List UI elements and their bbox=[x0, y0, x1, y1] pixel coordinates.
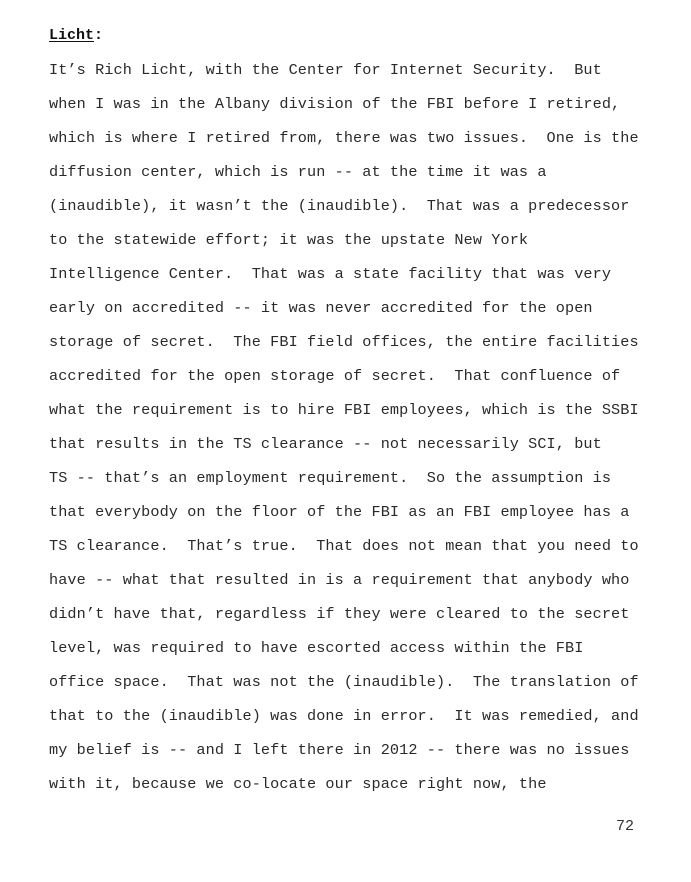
speaker-name: Licht bbox=[49, 27, 95, 44]
transcript-line: office space. That was not the (inaudible). The translation of bbox=[49, 673, 639, 691]
transcript-line: have -- what that resulted in is a requirement that anybody who bbox=[49, 571, 630, 589]
transcript-line: that results in the TS clearance -- not necessarily SCI, but bbox=[49, 435, 602, 453]
transcript-line: storage of secret. The FBI field offices, the entire facilities bbox=[49, 333, 639, 351]
transcript-line: with it, because we co-locate our space right now, the bbox=[49, 775, 547, 793]
transcript-line: level, was required to have escorted access within the FBI bbox=[49, 639, 584, 657]
transcript-line: It’s Rich Licht, with the Center for Internet Security. But bbox=[49, 61, 602, 79]
transcript-line: diffusion center, which is run -- at the time it was a bbox=[49, 163, 547, 181]
transcript-line: (inaudible), it wasn’t the (inaudible). That was a predecessor bbox=[49, 197, 630, 215]
transcript-line: TS clearance. That’s true. That does not mean that you need to bbox=[49, 537, 639, 555]
transcript-line: that to the (inaudible) was done in error. It was remedied, and bbox=[49, 707, 639, 725]
speaker-colon: : bbox=[94, 27, 104, 44]
transcript-line: to the statewide effort; it was the upstate New York bbox=[49, 231, 529, 249]
transcript-body bbox=[49, 60, 649, 808]
transcript-line: that everybody on the floor of the FBI as an FBI employee has a bbox=[49, 503, 630, 521]
transcript-line: when I was in the Albany division of the FBI before I retired, bbox=[49, 95, 621, 113]
transcript-line: TS -- that’s an employment requirement. So the assumption is bbox=[49, 469, 612, 487]
transcript-line: didn’t have that, regardless if they were cleared to the secret bbox=[49, 605, 630, 623]
page-number: 72 bbox=[615, 818, 634, 835]
transcript-line: my belief is -- and I left there in 2012 -- there was no issues bbox=[49, 741, 630, 759]
transcript-line: which is where I retired from, there was two issues. One is the bbox=[49, 129, 639, 147]
transcript-line: Intelligence Center. That was a state facility that was very bbox=[49, 265, 612, 283]
transcript-line: what the requirement is to hire FBI employees, which is the SSBI bbox=[49, 401, 639, 419]
transcript-line: early on accredited -- it was never accredited for the open bbox=[49, 299, 593, 317]
transcript-line: accredited for the open storage of secret. That confluence of bbox=[49, 367, 621, 385]
speaker-heading bbox=[49, 26, 103, 46]
